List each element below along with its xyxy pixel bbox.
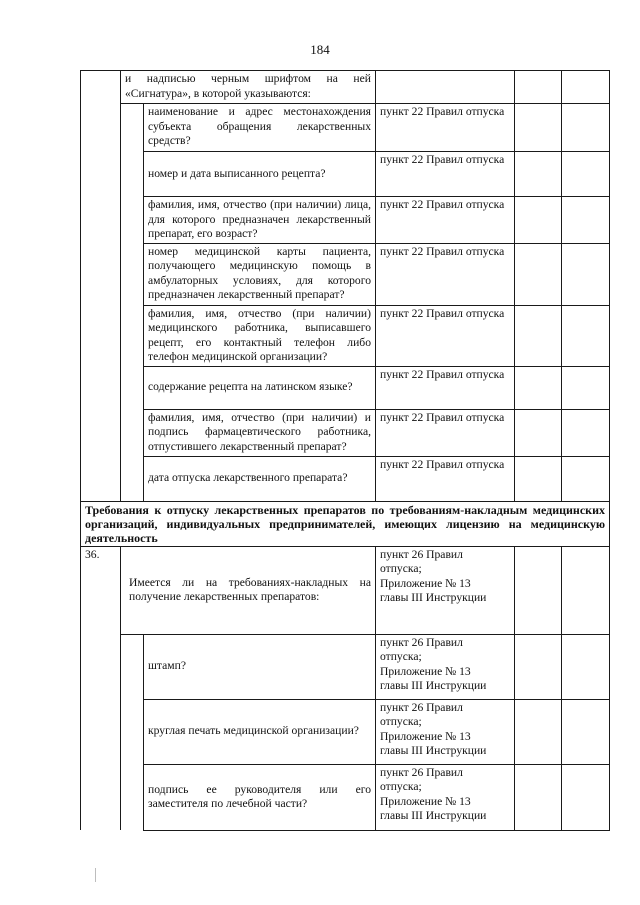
blank-cell <box>515 409 562 456</box>
table-row <box>81 764 610 830</box>
table-row <box>81 546 610 634</box>
section-header: Требования к отпуску лекарственных препаратов по требованиям-накладным медицинских организаций, индивидуальных предпринимателей, имеющих лицензию на медицинскую деятельность <box>81 501 610 546</box>
indent-cell <box>121 634 144 830</box>
table-row <box>81 71 610 104</box>
table-row <box>81 634 610 699</box>
blank-cell <box>515 305 562 366</box>
item-text: фамилия, имя, отчество (при наличии) медицинского работника, выписавшего рецепт, его контактный телефон либо телефон медицинской организации? <box>144 305 376 366</box>
blank-cell <box>515 764 562 830</box>
blank-cell <box>562 152 610 197</box>
blank-cell <box>562 366 610 409</box>
blank-cell <box>562 409 610 456</box>
page-number: 184 <box>310 42 330 57</box>
item-ref: пункт 22 Правил отпуска <box>376 456 515 501</box>
item-ref: пункт 26 Правил отпуска; Приложение № 13 главы III Инструкции <box>376 699 515 764</box>
item-ref: пункт 26 Правил отпуска; Приложение № 13 главы III Инструкции <box>376 634 515 699</box>
blank-cell <box>515 71 562 104</box>
item-text: фамилия, имя, отчество (при наличии) и подпись фармацевтического работника, отпустившего лекарственный препарат? <box>144 409 376 456</box>
item-text: наименование и адрес местонахождения субъекта обращения лекарственных средств? <box>144 104 376 152</box>
item-ref: пункт 22 Правил отпуска <box>376 243 515 305</box>
item-text: номер и дата выписанного рецепта? <box>144 152 376 197</box>
blank-cell <box>562 197 610 244</box>
item-question: Имеется ли на требованиях-накладных на получение лекарственных препаратов: <box>121 546 376 634</box>
item-ref: пункт 22 Правил отпуска <box>376 152 515 197</box>
item-ref: пункт 22 Правил отпуска <box>376 366 515 409</box>
item-text: фамилия, имя, отчество (при наличии) лица, для которого предназначен лекарственный препарат, его возраст? <box>144 197 376 244</box>
item-ref: пункт 22 Правил отпуска <box>376 197 515 244</box>
blank-cell <box>562 764 610 830</box>
item-number: 36. <box>81 546 121 830</box>
blank-cell <box>515 546 562 634</box>
item-ref: пункт 22 Правил отпуска <box>376 305 515 366</box>
table-row <box>81 104 610 152</box>
table-row <box>81 456 610 501</box>
intro-text: и надписью черным шрифтом на ней «Сигнатура», в которой указываются: <box>121 71 376 104</box>
indent-cell <box>121 104 144 502</box>
blank-cell <box>562 71 610 104</box>
blank-cell <box>562 456 610 501</box>
table-row <box>81 305 610 366</box>
table-row <box>81 243 610 305</box>
item-ref: пункт 26 Правил отпуска; Приложение № 13 главы III Инструкции <box>376 764 515 830</box>
blank-cell <box>515 366 562 409</box>
blank-cell <box>562 634 610 699</box>
item-text: штамп? <box>144 634 376 699</box>
item-text: содержание рецепта на латинском языке? <box>144 366 376 409</box>
blank-cell <box>562 546 610 634</box>
table-row <box>81 152 610 197</box>
blank-cell <box>562 104 610 152</box>
item-text: круглая печать медицинской организации? <box>144 699 376 764</box>
blank-cell <box>562 243 610 305</box>
blank-cell <box>515 634 562 699</box>
item-ref: пункт 22 Правил отпуска <box>376 104 515 152</box>
scan-artifact <box>95 868 96 882</box>
item-text: номер медицинской карты пациента, получающего медицинскую помощь в амбулаторных условиях, для которого предназначен лекарственный препарат? <box>144 243 376 305</box>
item-text: дата отпуска лекарственного препарата? <box>144 456 376 501</box>
item-ref: пункт 22 Правил отпуска <box>376 409 515 456</box>
blank-cell <box>515 456 562 501</box>
blank-cell <box>515 197 562 244</box>
ref-cell-empty <box>376 71 515 104</box>
blank-cell <box>515 699 562 764</box>
checklist-table <box>80 70 610 831</box>
table-row <box>81 197 610 244</box>
item-ref: пункт 26 Правил отпуска; Приложение № 13 главы III Инструкции <box>376 546 515 634</box>
table-row <box>81 366 610 409</box>
blank-cell <box>515 152 562 197</box>
blank-cell <box>515 243 562 305</box>
table-row <box>81 501 610 546</box>
blank-cell <box>562 699 610 764</box>
item-text: подпись ее руководителя или его заместителя по лечебной части? <box>144 764 376 830</box>
table-row <box>81 409 610 456</box>
table-row <box>81 699 610 764</box>
blank-cell <box>562 305 610 366</box>
number-cell-empty <box>81 71 121 502</box>
blank-cell <box>515 104 562 152</box>
